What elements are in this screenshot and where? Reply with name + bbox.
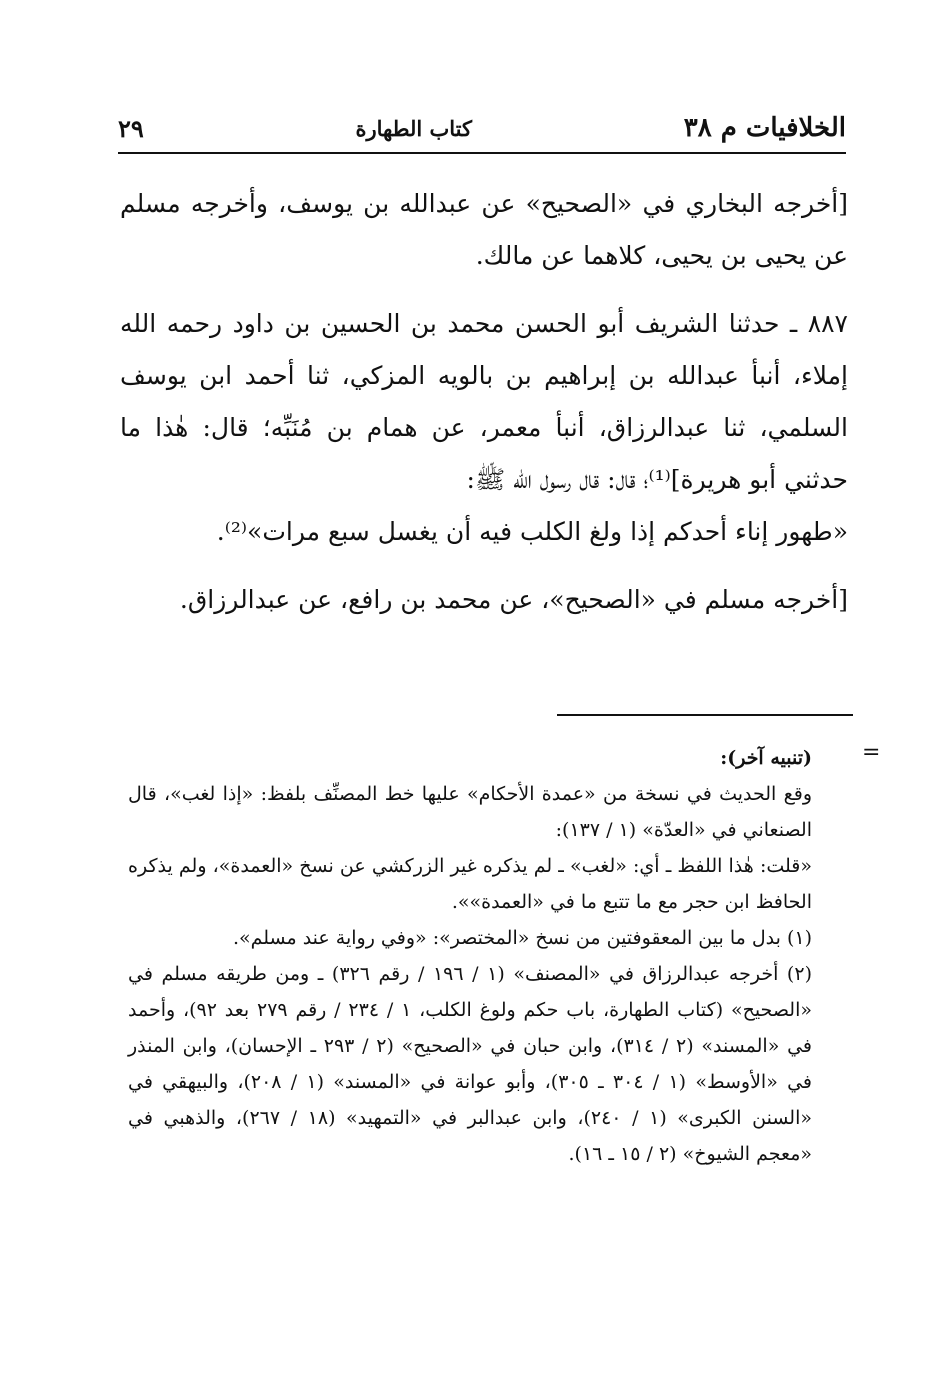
running-header-book-label: الخلافيات م ٣٨: [683, 113, 846, 143]
running-header: [118, 108, 846, 148]
header-divider: [118, 152, 846, 154]
footnote-1: (١) بدل ما بين المعقوفتين من نسخ «المختصر»: «وفي رواية عند مسلم».: [232, 927, 812, 949]
paragraph-takhrij-1: [أخرجه البخاري في «الصحيح» عن عبدالله بن يوسف، وأخرجه مسلم عن يحيى بن يحيى، كلاهما عن مالك.: [120, 189, 848, 270]
paragraph-takhrij-2: [أخرجه مسلم في «الصحيح»، عن محمد بن رافع، عن عبدالرزاق.: [179, 585, 848, 614]
main-text: [120, 178, 848, 626]
footnote-note-title: (تنبيه آخر):: [720, 747, 812, 769]
footnote-2: (٢) أخرجه عبدالرزاق في «المصنف» (١ / ١٩٦ / رقم ٣٢٦) ـ ومن طريقه مسلم في «الصحيح» (كتاب الطهارة، باب حكم ولوغ الكلب، ١ / ٢٣٤ / رقم ٢٧٩ بعد ٩٢)، وأحمد في «المسند» (٢ / ٣١٤)، وابن حبان في «الصحيح» (٢ / ٢٩٣ ـ الإحسان)، وابن المنذر في «الأوسط» (١ / ٣٠٤ ـ ٣٠٥)، وأبو عوانة في «المسند» (١ / ٢٠٨)، والبيهقي في «السنن الكبرى» (١ / ٢٤٠)، وابن عبدالبر في «التمهيد» (١٨ / ٢٦٧)، والذهبي في «معجم الشيوخ» (٢ / ١٥ ـ ١٦).: [128, 963, 813, 1165]
footnote-note-paragraph-1: وقع الحديث في نسخة من «عمدة الأحكام» عليها خط المصنِّف بلفظ: «إذا لغب»، قال الصنعاني في «العدّة» (١ / ١٣٧):: [128, 783, 812, 841]
running-header-chapter-title: كتاب الطهارة: [355, 115, 473, 141]
footnotes: [128, 740, 842, 1172]
page-number: ٢٩: [118, 113, 144, 143]
footnote-note-paragraph-2: «قلت: هٰذا اللفظ ـ أي: «لغب» ـ لم يذكره غير الزركشي عن نسخ «العمدة»، ولم يذكره الحافظ ابن حجر مع ما تتبع ما في «العمدة»».: [128, 855, 812, 913]
footnote-continuation-mark: =: [862, 740, 881, 765]
paragraph-hadith-887-isnad: ٨٨٧ ـ حدثنا الشريف أبو الحسن محمد بن الحسين بن داود رحمه الله إملاء، أنبأ عبدالله بن إبراهيم بن بالويه المزكي، ثنا أحمد ابن يوسف السلمي، ثنا عبدالرزاق، أنبأ معمر، عن همام بن مُنَبِّه؛ قال: هٰذا ما حدثني أبو هريرة]⁽¹⁾؛ قال: قال رسول الله ﷺ:: [120, 309, 848, 494]
footnote-separator: [557, 714, 853, 716]
paragraph-hadith-887-matn: «طهور إناء أحدكم إذا ولغ الكلب فيه أن يغسل سبع مرات»⁽²⁾.: [216, 517, 848, 546]
